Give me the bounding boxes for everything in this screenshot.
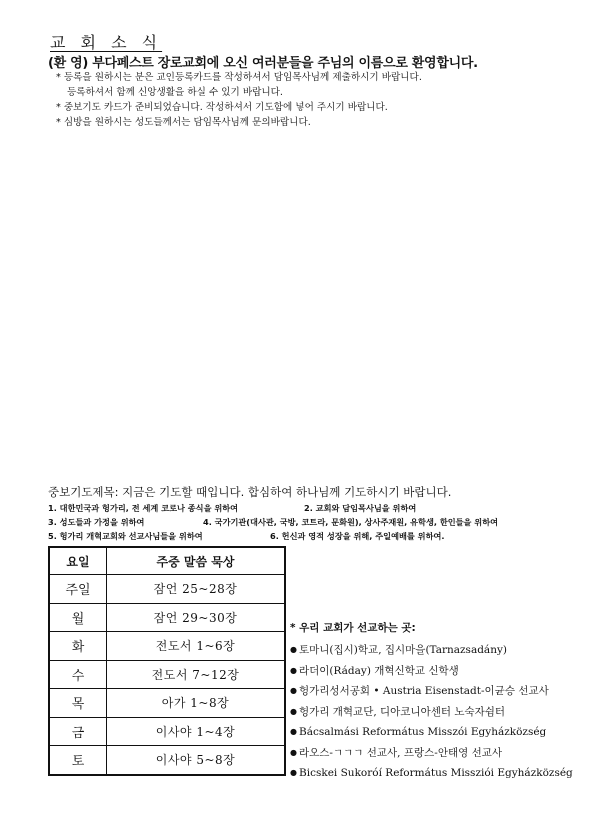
table-row (49, 746, 285, 775)
table-row (49, 575, 285, 604)
reading-cell: 아가 1~8장 (107, 689, 286, 718)
list-item (290, 640, 573, 661)
mission-text: 라오스-ㄱㄱㄱ 선교사, 프랑스-안태영 선교사 (299, 746, 503, 759)
table-header-row (49, 547, 285, 575)
reading-cell: 이사야 1~4장 (107, 717, 286, 746)
mission-text: 헝가리 개혁교단, 디아코니아센터 노숙자쉼터 (299, 705, 506, 718)
list-item (290, 702, 573, 723)
day-cell: 금 (49, 717, 107, 746)
prayer-item: 2. 교회와 담임목사님을 위하여 (304, 503, 417, 513)
prayer-item: 4. 국가기관(대사관, 국방, 코트라, 문화원), 상사주재원, 유학생, 한인들을 위하여 (203, 517, 499, 527)
bullet-icon: ● (290, 665, 297, 675)
weekly-reading-table (48, 546, 286, 776)
list-item (290, 661, 573, 682)
bullet-icon: ● (290, 768, 297, 777)
missions-title: * 우리 교회가 선교하는 곳: (290, 622, 416, 634)
table-row (49, 660, 285, 689)
prayer-item: 5. 헝가리 개혁교회와 선교사님들을 위하여 (48, 531, 203, 541)
note-line: * 등록을 원하시는 분은 교인등록카드를 작성하셔서 담임목사님께 제출하시기 바랍니다. (56, 72, 422, 83)
day-cell: 월 (49, 603, 107, 632)
reading-cell: 이사야 5~8장 (107, 746, 286, 775)
list-item (290, 722, 573, 743)
prayer-row (48, 515, 498, 529)
day-cell: 수 (49, 660, 107, 689)
mission-text: 헝가리성서공회 • Austria Eisenstadt-이균승 선교사 (299, 685, 549, 697)
mission-text: 라더이(Ráday) 개혁신학교 신학생 (299, 664, 459, 677)
day-cell: 토 (49, 746, 107, 775)
mission-text: 토마니(집시)학교, 집시마을(Tarnazsadány) (299, 644, 507, 656)
bullet-icon: ● (290, 747, 297, 757)
list-item (290, 743, 573, 764)
news-notes (56, 70, 422, 130)
prayer-item: 6. 헌신과 영적 성장을 위해, 주일예배를 위하여. (270, 531, 445, 541)
missions-list (290, 640, 573, 784)
reading-cell: 잠언 29~30장 (107, 603, 286, 632)
mission-text: Bicskei Sukoróí Református Missziói Egyházközség (299, 767, 573, 779)
table-row (49, 689, 285, 718)
reading-cell: 전도서 1~6장 (107, 632, 286, 661)
reading-cell: 잠언 25~28장 (107, 575, 286, 604)
day-cell: 화 (49, 632, 107, 661)
note-line: 등록하셔서 함께 신앙생활을 하실 수 있기 바랍니다. (67, 87, 283, 98)
bullet-icon: ● (290, 686, 297, 695)
reading-cell: 전도서 7~12장 (107, 660, 286, 689)
day-cell: 주일 (49, 575, 107, 604)
table-row (49, 603, 285, 632)
day-cell: 목 (49, 689, 107, 718)
prayer-title: 중보기도제목: 지금은 기도할 때입니다. 합심하여 하나님께 기도하시기 바랍니다. (48, 485, 452, 499)
news-title: 교 회 소 식 (50, 33, 163, 52)
list-item (290, 763, 573, 784)
list-item (290, 681, 573, 702)
header-reading: 주중 말씀 묵상 (107, 547, 286, 575)
header-day: 요일 (49, 547, 107, 575)
prayer-row (48, 529, 498, 543)
prayer-items (48, 501, 498, 543)
table-row (49, 717, 285, 746)
note-line: * 중보기도 카드가 준비되었습니다. 작성하셔서 기도함에 넣어 주시기 바랍니다. (56, 102, 388, 113)
prayer-item: 1. 대한민국과 헝가리, 전 세계 코로나 종식을 위하여 (48, 503, 239, 513)
bullet-icon: ● (290, 645, 297, 654)
bullet-icon: ● (290, 727, 297, 736)
note-line: * 심방을 원하시는 성도들께서는 담임목사님께 문의바랍니다. (56, 117, 311, 128)
mission-text: Bácsalmási Református Misszói Egyházközség (299, 726, 547, 738)
welcome-text: (환 영) 부다페스트 장로교회에 오신 여러분들을 주님의 이름으로 환영합니다. (48, 56, 478, 71)
bullet-icon: ● (290, 706, 297, 716)
table-row (49, 632, 285, 661)
prayer-row (48, 501, 498, 515)
prayer-item: 3. 성도들과 가정을 위하여 (48, 517, 145, 527)
